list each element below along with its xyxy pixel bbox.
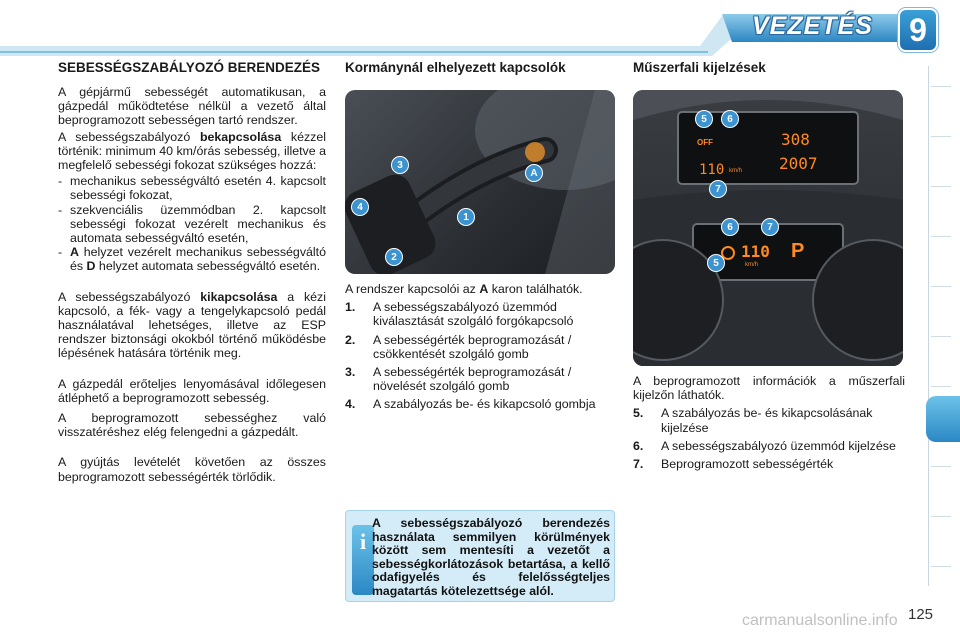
callout-2: 2 — [385, 248, 403, 266]
display-trip: 2007 — [779, 154, 818, 173]
section-heading-steering-switches: Kormánynál elhelyezett kapcsolók — [345, 60, 566, 75]
steering-switches-text — [345, 282, 617, 412]
list-item: 5. A szabályozás be- és kikapcsolásának kijelzése — [633, 406, 873, 435]
callout-3: 3 — [391, 156, 409, 174]
callout-a: A — [525, 164, 543, 182]
intro-paragraph: A gépjármű sebességét automatikusan, a gázpedál működtetése nélkül a vezető által beprogramozott sebességen tartó rendszer. — [58, 85, 326, 128]
dashboard-displays-column — [633, 60, 905, 85]
display-gear: P — [791, 240, 805, 262]
callout-7: 7 — [709, 180, 727, 198]
list-item: 2. A sebességérték beprogramozását / csökkentését szolgáló gomb — [345, 332, 572, 361]
return-paragraph: A beprogramozott sebességhez való visszatéréshez elég felengedni a gázpedált. — [58, 411, 326, 440]
chapter-number-badge — [898, 8, 938, 52]
section-heading-cruise-control: SEBESSÉGSZABÁLYOZÓ BERENDEZÉS — [58, 60, 321, 75]
display-top-unit: km/h — [729, 168, 743, 174]
list-item: 1. A sebességszabályozó üzemmód kiválasztását szolgáló forgókapcsoló — [345, 300, 574, 329]
display-odometer: 308 — [781, 130, 810, 149]
ignition-paragraph: A gyújtás levételét követően az összes beprogramozott sebességérték törlődik. — [58, 455, 326, 484]
displays-intro: A beprogramozott információk a műszerfali kijelzőn láthatók. — [633, 374, 905, 403]
activation-paragraph: A sebességszabályozó bekapcsolása kézzel történik: minimum 40 km/órás sebesség, illetve a megfelelő sebességi fokozat szükséges hozzá: — [58, 129, 326, 173]
steering-switches-column — [345, 60, 617, 85]
chapter-tab-rail — [928, 66, 950, 586]
steering-stalk-illustration — [345, 90, 615, 274]
info-text: A sebességszabályozó berendezés használata semmilyen körülmények között sem mentesíti a vezetőt a sebességkorlátozások betartása, a kellő odafigyelés és felelősségteljes magatartás kötelezettsége alól. — [372, 516, 610, 598]
callout-6: 6 — [721, 110, 739, 128]
steering-stalk-photo — [345, 90, 615, 274]
switches-intro: A rendszer kapcsolói az A karon találhatók. — [345, 282, 583, 296]
display-top-speed: 110 — [699, 162, 725, 178]
list-item: - szekvenciális üzemmódban 2. kapcsolt sebességi fokozat vezérelt mechanikus és automata sebességváltó esetén, — [58, 202, 326, 246]
list-item: - mechanikus sebességváltó esetén 4. kapcsolt sebességi fokozat, — [58, 174, 326, 203]
instrument-panel-photo — [633, 90, 903, 366]
callout-7: 7 — [761, 218, 779, 236]
callout-6: 6 — [721, 218, 739, 236]
override-paragraph: A gázpedál erőteljes lenyomásával időlegesen átléphető a beprogramozott sebesség. — [58, 376, 326, 405]
watermark: carmanualsonline.info — [742, 612, 898, 629]
display-bottom-unit: km/h — [745, 262, 759, 268]
list-item: 4. A szabályozás be- és kikapcsoló gombja — [345, 397, 596, 412]
dashboard-displays-text — [633, 374, 905, 471]
callout-5: 5 — [695, 110, 713, 128]
info-box — [345, 510, 615, 602]
chapter-title: VEZETÉS — [752, 12, 873, 40]
info-icon: i — [352, 525, 374, 595]
list-item: 7. Beprogramozott sebességérték — [633, 457, 834, 472]
callout-5: 5 — [707, 254, 725, 272]
callout-1: 1 — [457, 208, 475, 226]
list-item: 6. A sebességszabályozó üzemmód kijelzése — [633, 438, 896, 453]
list-item: - A helyzet vezérelt mechanikus sebességváltó és D helyzet automata sebességváltó esetén. — [58, 245, 326, 274]
display-off-label: OFF — [697, 138, 713, 147]
display-bottom-speed: 110 — [741, 242, 770, 261]
section-heading-dashboard-displays: Műszerfali kijelzések — [633, 60, 766, 75]
chapter-number: 9 — [909, 11, 927, 48]
deactivation-paragraph: A sebességszabályozó kikapcsolása a kézi kapcsoló, a fék- vagy a tengelykapcsoló pedál használatával lehetséges, illetve az ESP rendszer biztonsági okokból történő működésbe lépésének hatására történik meg. — [58, 289, 326, 361]
page-number: 125 — [908, 606, 934, 623]
active-chapter-tab[interactable] — [926, 396, 960, 442]
list-item: 3. A sebességérték beprogramozását / növelését szolgáló gomb — [345, 365, 572, 394]
cruise-control-column — [58, 60, 326, 486]
callout-4: 4 — [351, 198, 369, 216]
